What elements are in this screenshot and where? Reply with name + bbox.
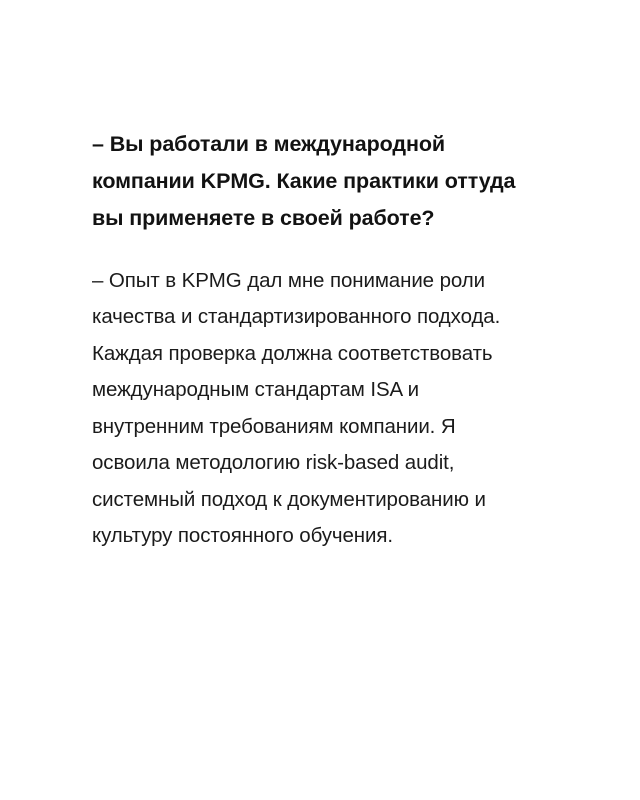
interview-answer: – Опыт в KPMG дал мне понимание роли качества и стандартизированного подхода. Каждая проверка должна соответствовать международным стандартам ISA и внутренним требованиям компании. Я освоила методологию risk-based audit, системный подход к документированию и культуру постоянного обучения. <box>92 268 501 548</box>
interview-question: – Вы работали в международной компании KPMG. Какие практики оттуда вы применяете в своей работе? <box>92 132 516 230</box>
